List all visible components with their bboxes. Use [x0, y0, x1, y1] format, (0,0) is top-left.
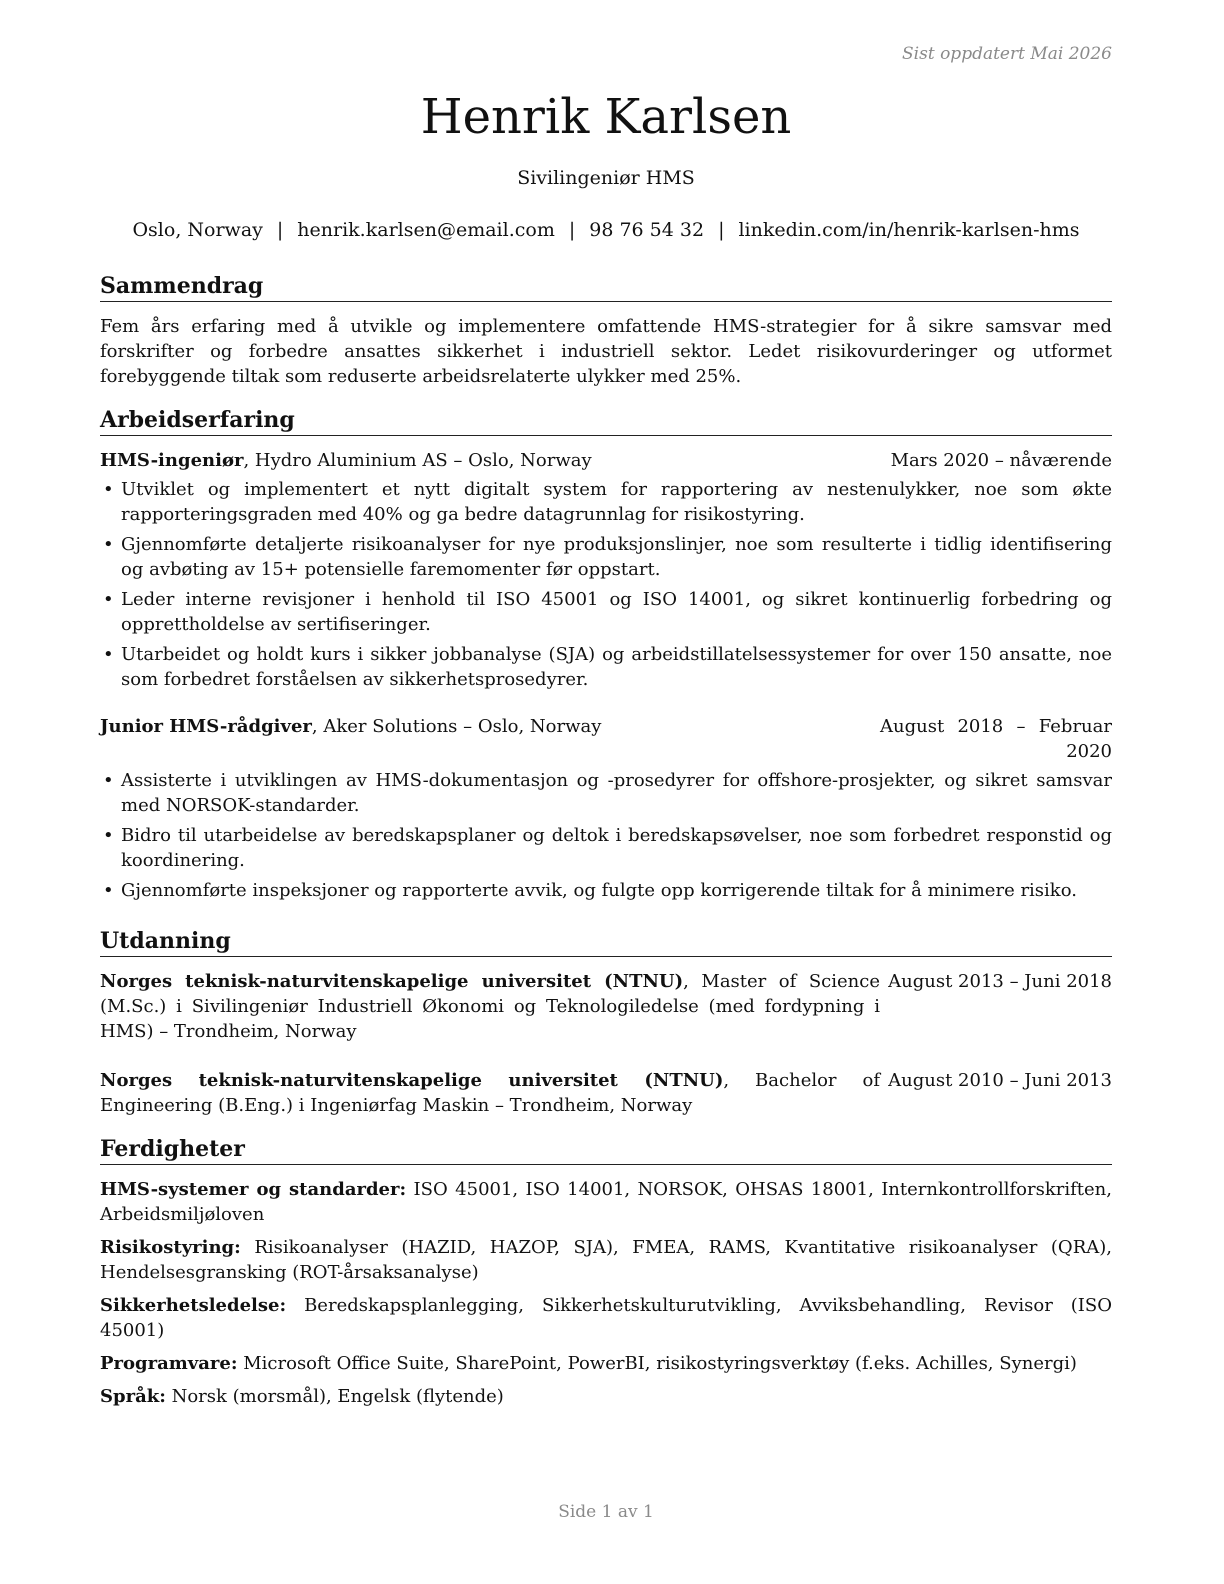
skill-label: Programvare:	[100, 1353, 238, 1374]
contact-email[interactable]: henrik.karlsen@email.com	[297, 219, 555, 241]
contact-separator: |	[276, 219, 284, 241]
contact-line	[100, 219, 1112, 241]
job-bullet: • Gjennomførte inspeksjoner og rapporterte avvik, og fulgte opp korrigerende tiltak for å minimere risiko.	[100, 878, 1112, 903]
candidate-title: Sivilingeniør HMS	[517, 167, 695, 189]
skill-row	[100, 1384, 1112, 1409]
skill-label: HMS-systemer og standarder:	[100, 1179, 407, 1200]
job-bullet: • Gjennomførte detaljerte risikoanalyser for nye produksjonslinjer, noe som resulterte i tidlig identifisering og avbøting av 15+ potensielle faremomenter før oppstart.	[100, 532, 1112, 582]
contact-linkedin[interactable]: linkedin.com/in/henrik-karlsen-hms	[738, 219, 1080, 241]
candidate-name: Henrik Karlsen	[420, 89, 792, 145]
skill-label: Risikostyring:	[100, 1237, 241, 1258]
skill-values: Microsoft Office Suite, SharePoint, PowerBI, risikostyringsverktøy (f.eks. Achilles, Synergi)	[237, 1353, 1077, 1374]
contact-location: Oslo, Norway	[132, 219, 263, 241]
education-degree: , Master of Science (M.Sc.) i Sivilingeniør Industriell Økonomi og Teknologiledelse (med fordypning i HMS) – Trondheim, Norway	[100, 971, 880, 1042]
experience-heading: Arbeidserfaring	[100, 406, 1112, 436]
job-dates: August 2018 – Februar 2020	[880, 716, 1112, 762]
job-org: , Hydro Aluminium AS – Oslo, Norway	[243, 450, 592, 471]
education-dates: August 2013 – Juni 2018	[888, 971, 1112, 992]
skill-values: Beredskapsplanlegging, Sikkerhetskulturutvikling, Avviksbehandling, Revisor (ISO 45001)	[100, 1295, 1112, 1341]
education-entry	[100, 1068, 1112, 1118]
education-heading: Utdanning	[100, 927, 1112, 957]
education-school: Norges teknisk-naturvitenskapelige universitet (NTNU)	[100, 971, 684, 992]
job-bullet: • Utviklet og implementert et nytt digitalt system for rapportering av nestenulykker, noe som økte rapporteringsgraden med 40% og ga bedre datagrunnlag for risikostyring.	[100, 477, 1112, 527]
skill-row	[100, 1235, 1112, 1285]
skill-label: Språk:	[100, 1386, 166, 1407]
job-entry	[100, 714, 1112, 903]
education-text	[100, 969, 880, 1044]
job-entry	[100, 448, 1112, 692]
skill-row	[100, 1351, 1112, 1376]
job-header	[100, 714, 1112, 764]
education-degree: , Bachelor of Engineering (B.Eng.) i Ingeniørfag Maskin – Trondheim, Norway	[100, 1070, 880, 1116]
contact-separator: |	[718, 219, 725, 241]
job-bullet: • Leder interne revisjoner i henhold til ISO 45001 og ISO 14001, og sikret kontinuerlig forbedring og opprettholdelse av sertifiseringer.	[100, 587, 1112, 637]
skill-row	[100, 1177, 1112, 1227]
job-bullet: • Assisterte i utviklingen av HMS-dokumentasjon og -prosedyrer for offshore-prosjekter, og sikret samsvar med NORSOK-standarder.	[100, 768, 1112, 818]
skills-section	[100, 1135, 1112, 1409]
education-text	[100, 1068, 880, 1118]
skill-values: Risikoanalyser (HAZID, HAZOP, SJA), FMEA, RAMS, Kvantitative risikoanalyser (QRA), Hendelsesgransking (ROT-årsaksanalyse)	[100, 1237, 1112, 1283]
contact-phone: 98 76 54 32	[589, 219, 705, 241]
skill-values: Norsk (morsmål), Engelsk (flytende)	[165, 1386, 504, 1407]
page-number: Side 1 av 1	[558, 1502, 654, 1522]
experience-section	[100, 406, 1112, 908]
job-role: HMS-ingeniør	[100, 450, 244, 471]
skill-row	[100, 1293, 1112, 1343]
job-dates: Mars 2020 – nåværende	[890, 450, 1112, 471]
skills-heading: Ferdigheter	[100, 1135, 1112, 1165]
job-bullet: • Utarbeidet og holdt kurs i sikker jobbanalyse (SJA) og arbeidstillatelsessystemer for over 150 ansatte, noe som forbedret forståelsen av sikkerhetsprosedyrer.	[100, 642, 1112, 692]
job-heading	[100, 448, 592, 473]
contact-separator: |	[568, 219, 576, 241]
summary-section	[100, 272, 1112, 389]
job-header	[100, 448, 1112, 473]
summary-text: Fem års erfaring med å utvikle og implementere omfattende HMS-strategier for å sikre samsvar med forskrifter og forbedre ansattes sikkerhet i industriell sektor. Ledet risikovurderinger og utformet forebyggende tiltak som reduserte arbeidsrelaterte ulykker med 25%.	[100, 316, 1112, 387]
resume-page	[100, 0, 1112, 1584]
education-section	[100, 927, 1112, 1118]
education-school: Norges teknisk-naturvitenskapelige universitet (NTNU)	[100, 1070, 724, 1091]
job-heading	[100, 714, 601, 764]
job-bullet: • Bidro til utarbeidelse av beredskapsplaner og deltok i beredskapsøvelser, noe som forbedret responstid og koordinering.	[100, 823, 1112, 873]
last-updated: Sist oppdatert Mai 2026	[902, 44, 1112, 64]
skill-label: Sikkerhetsledelse:	[100, 1295, 287, 1316]
job-bullets	[100, 477, 1112, 692]
job-role: Junior HMS-rådgiver	[100, 716, 312, 737]
education-dates: August 2010 – Juni 2013	[888, 1070, 1112, 1091]
summary-heading: Sammendrag	[100, 272, 1112, 302]
job-bullets	[100, 768, 1112, 903]
skill-values: ISO 45001, ISO 14001, NORSOK, OHSAS 18001, Internkontrollforskriften, Arbeidsmiljøloven	[100, 1179, 1112, 1225]
education-entry	[100, 969, 1112, 1044]
job-org: , Aker Solutions – Oslo, Norway	[311, 716, 602, 737]
